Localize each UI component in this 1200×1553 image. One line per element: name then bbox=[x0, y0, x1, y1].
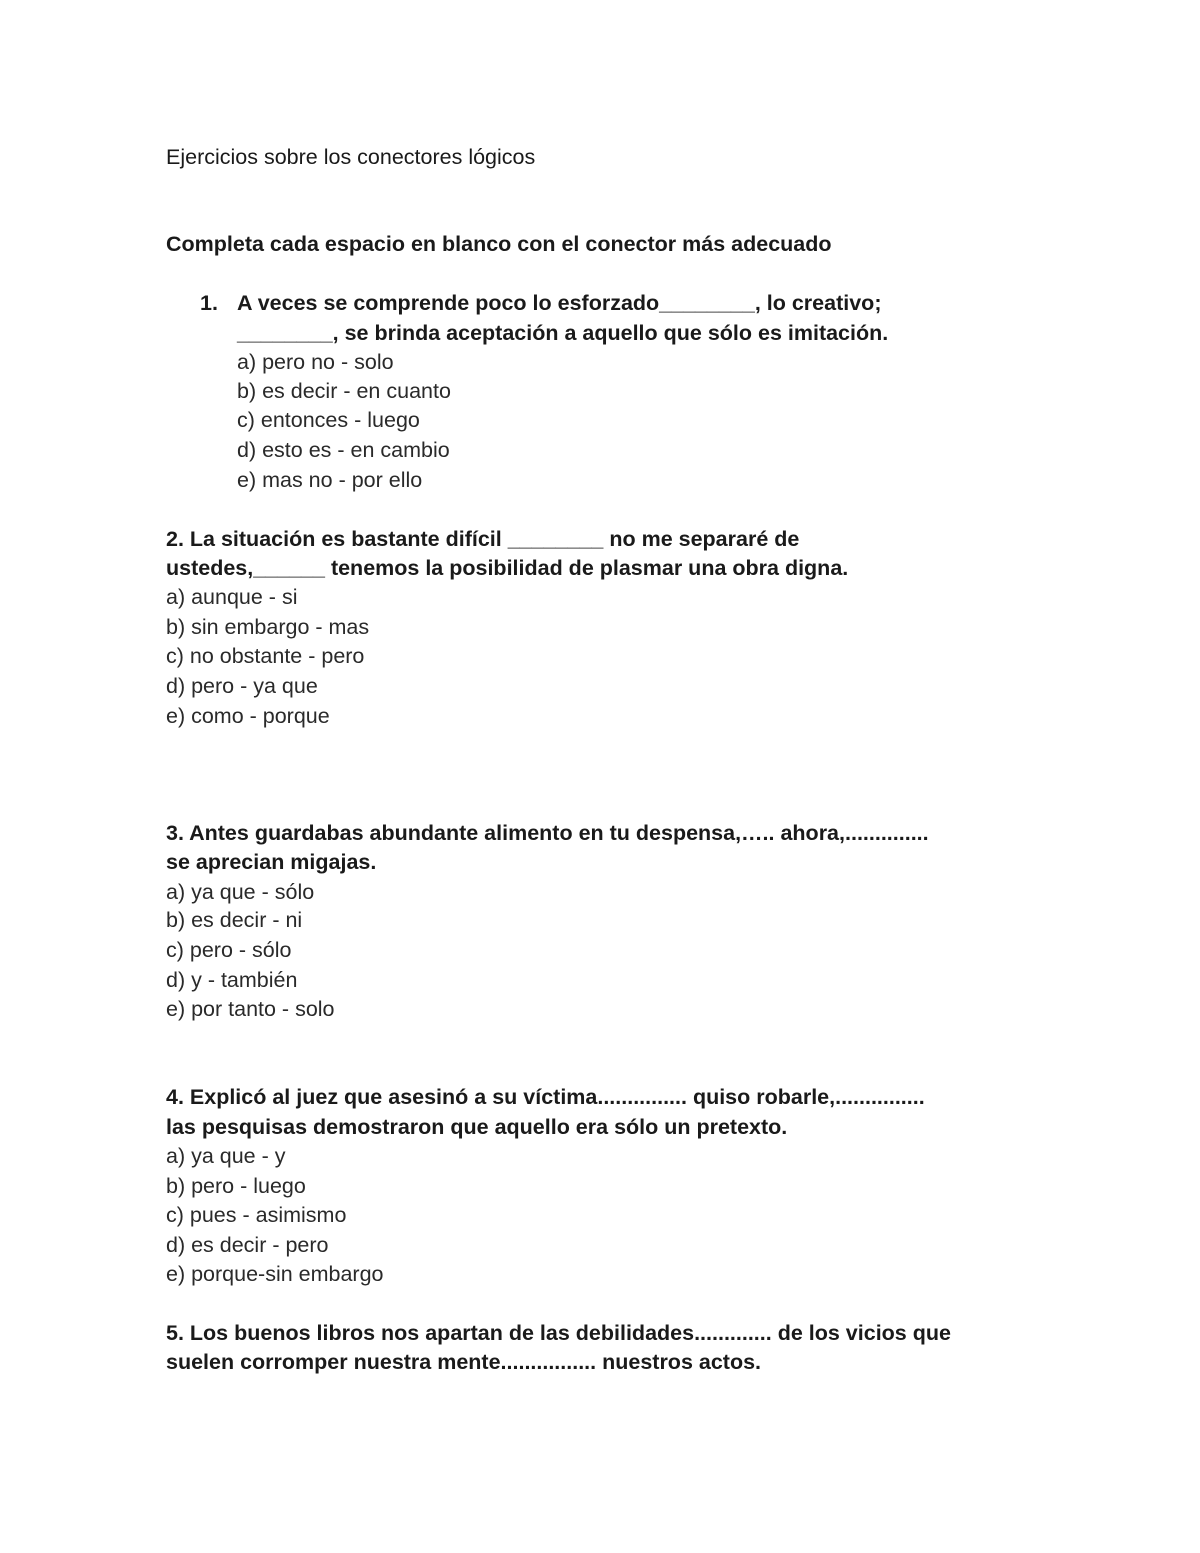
answer-option: b) es decir - ni bbox=[166, 908, 303, 932]
question-text-line: 4. Explicó al juez que asesinó a su víctima............... quiso robarle,............... bbox=[166, 1085, 925, 1109]
answer-option: e) mas no - por ello bbox=[237, 468, 423, 492]
answer-option: e) porque-sin embargo bbox=[166, 1262, 384, 1286]
document-title: Ejercicios sobre los conectores lógicos bbox=[166, 145, 536, 169]
answer-option: b) es decir - en cuanto bbox=[237, 379, 451, 403]
answer-option: d) esto es - en cambio bbox=[237, 438, 450, 462]
question-text-line: 5. Los buenos libros nos apartan de las debilidades............. de los vicios que bbox=[166, 1321, 951, 1345]
answer-option: c) no obstante - pero bbox=[166, 644, 365, 668]
answer-option: b) sin embargo - mas bbox=[166, 615, 370, 639]
answer-option: a) pero no - solo bbox=[237, 350, 394, 374]
answer-option: d) pero - ya que bbox=[166, 674, 318, 698]
question-number: 1. bbox=[200, 291, 218, 315]
answer-option: d) es decir - pero bbox=[166, 1233, 329, 1257]
instruction-text: Completa cada espacio en blanco con el conector más adecuado bbox=[166, 232, 832, 256]
question-text-line: suelen corromper nuestra mente................ nuestros actos. bbox=[166, 1350, 762, 1374]
question-text-line: ustedes,______ tenemos la posibilidad de plasmar una obra digna. bbox=[166, 556, 849, 580]
question-text-line: se aprecian migajas. bbox=[166, 850, 377, 874]
answer-option: a) ya que - sólo bbox=[166, 880, 315, 904]
answer-option: e) por tanto - solo bbox=[166, 997, 335, 1021]
answer-option: c) pero - sólo bbox=[166, 938, 292, 962]
answer-option: e) como - porque bbox=[166, 704, 330, 728]
answer-option: c) entonces - luego bbox=[237, 408, 420, 432]
answer-option: a) aunque - si bbox=[166, 585, 298, 609]
question-text-line: 2. La situación es bastante difícil ________ no me separaré de bbox=[166, 527, 800, 551]
question-text-line: 3. Antes guardabas abundante alimento en tu despensa,….. ahora,.............. bbox=[166, 821, 929, 845]
question-text-line: ________, se brinda aceptación a aquello que sólo es imitación. bbox=[237, 321, 889, 345]
question-text-line: las pesquisas demostraron que aquello era sólo un pretexto. bbox=[166, 1115, 788, 1139]
answer-option: a) ya que - y bbox=[166, 1144, 286, 1168]
question-text-line: A veces se comprende poco lo esforzado________, lo creativo; bbox=[237, 291, 882, 315]
answer-option: b) pero - luego bbox=[166, 1174, 306, 1198]
answer-option: d) y - también bbox=[166, 968, 298, 992]
answer-option: c) pues - asimismo bbox=[166, 1203, 347, 1227]
